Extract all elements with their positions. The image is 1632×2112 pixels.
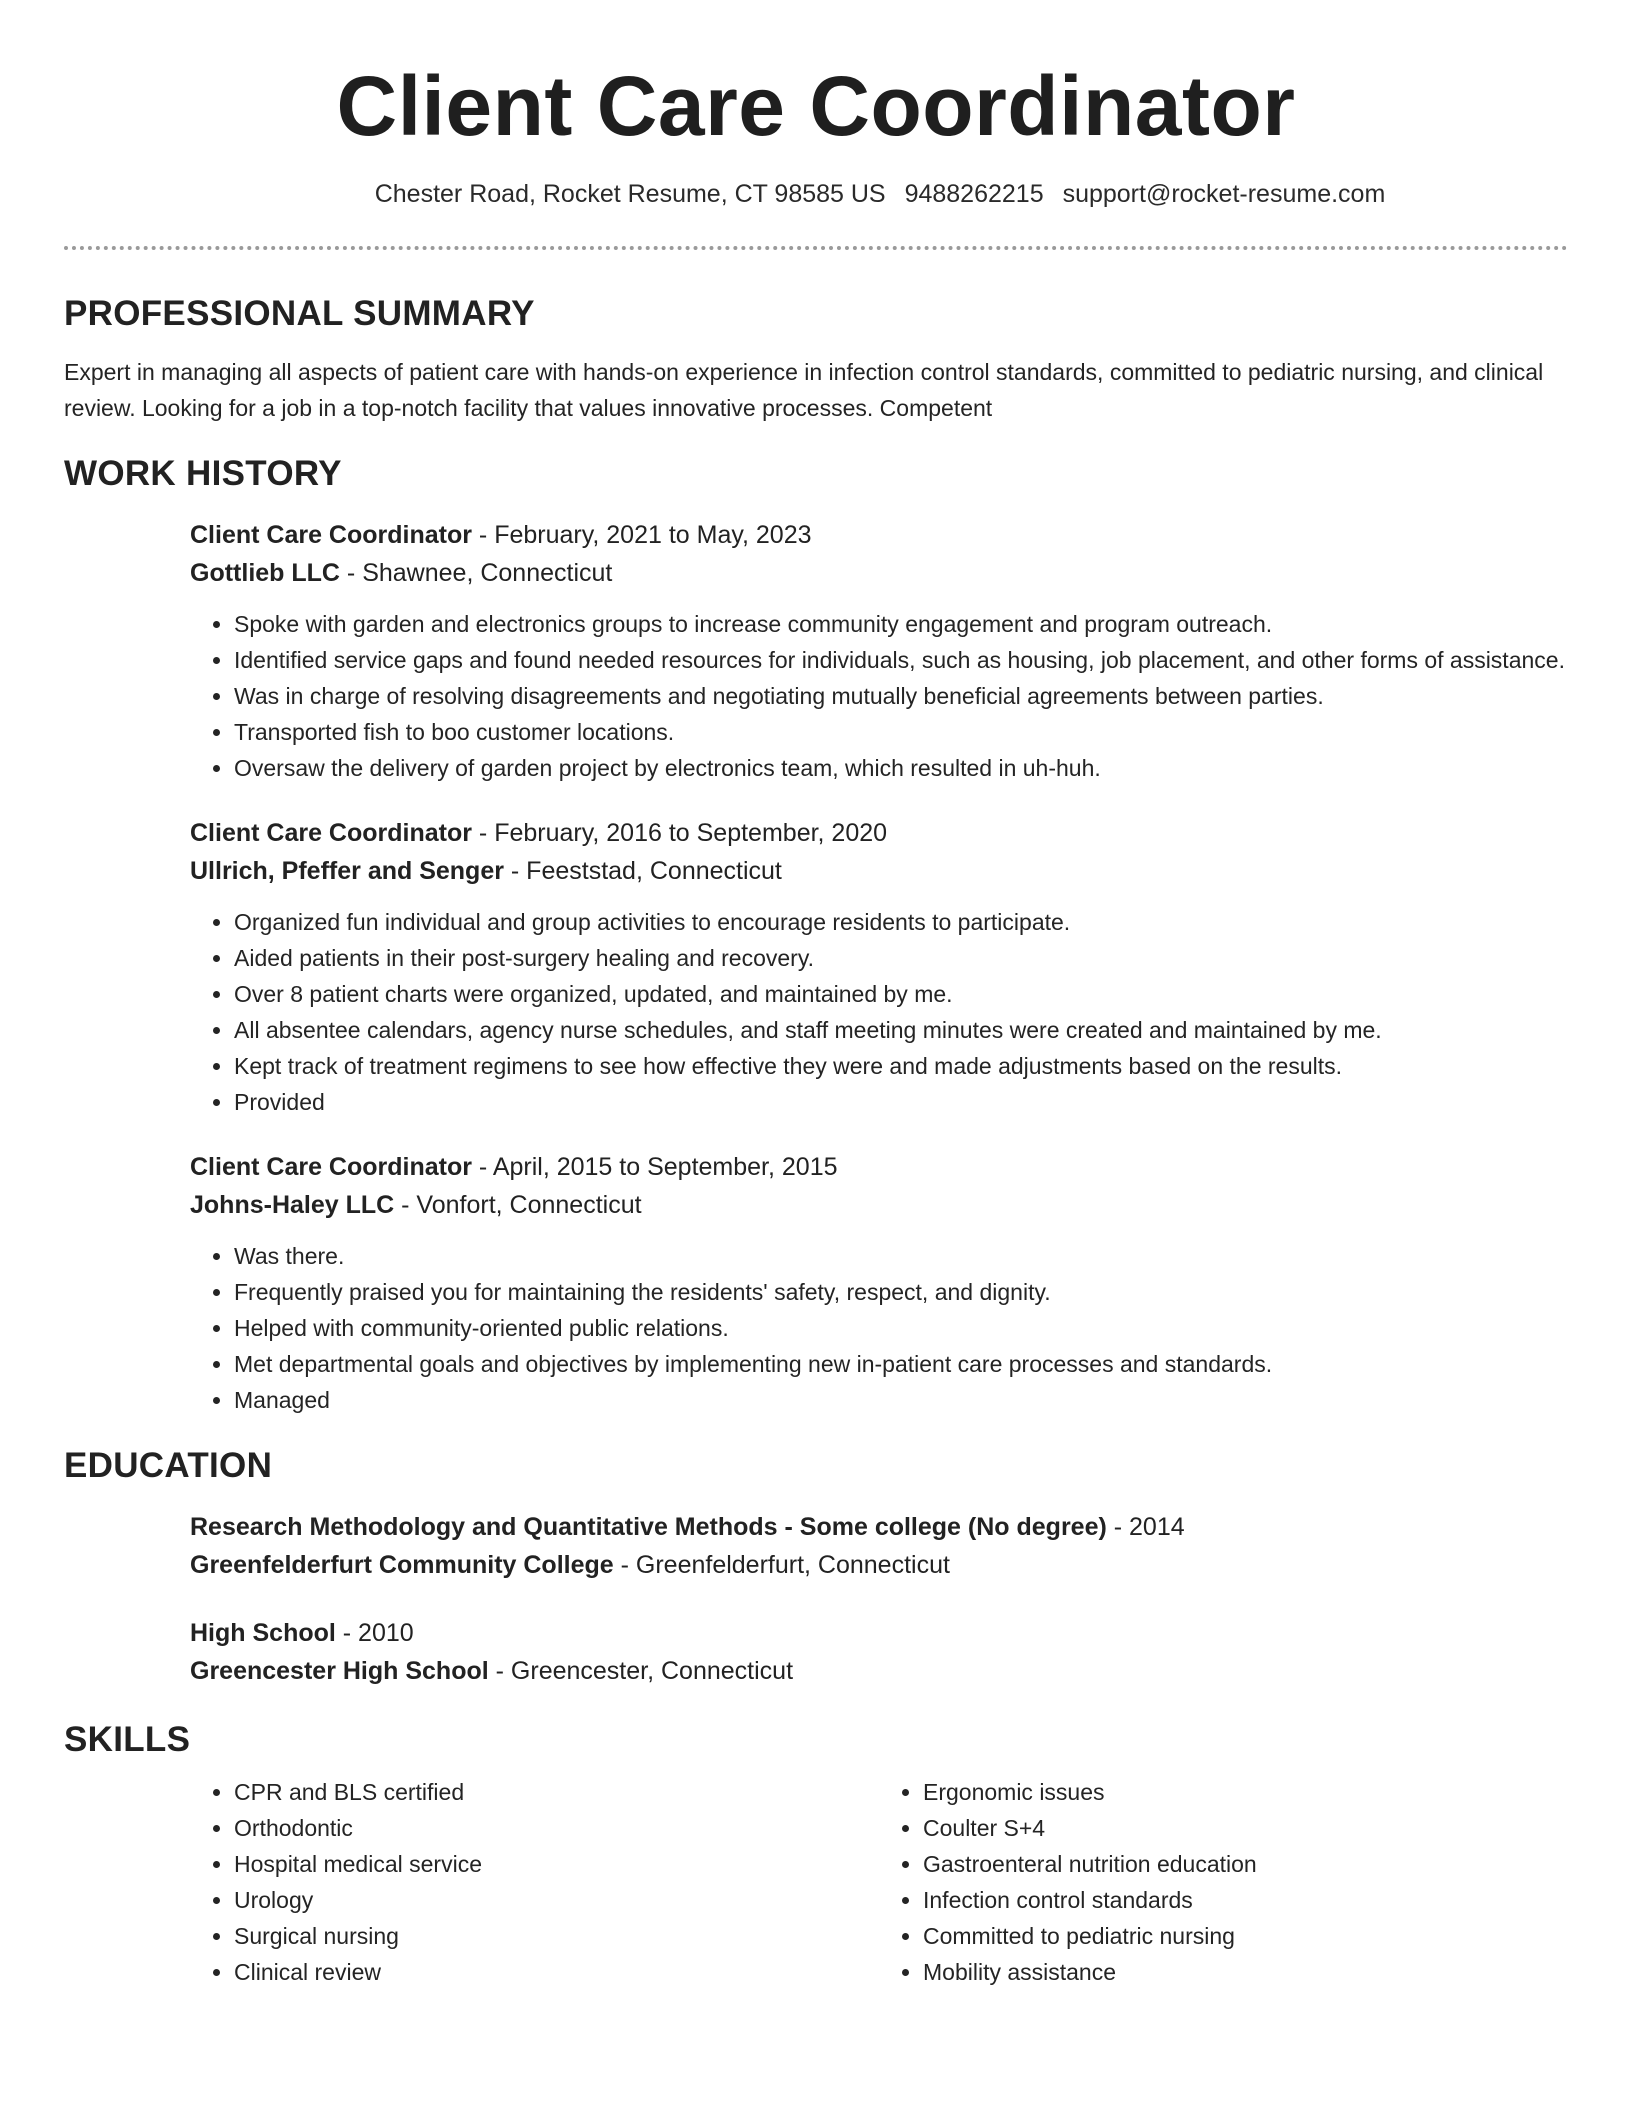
edu-year: - 2010 (335, 1619, 414, 1647)
job-bullets (190, 1238, 1568, 1418)
summary-heading: PROFESSIONAL SUMMARY (64, 294, 535, 333)
list-item: • Orthodontic (234, 1810, 879, 1846)
job-dates: - February, 2016 to September, 2020 (471, 819, 888, 847)
list-item: • CPR and BLS certified (234, 1774, 879, 1810)
edu-degree-line (190, 1508, 1568, 1546)
list-item: • Clinical review (234, 1954, 879, 1990)
edu-year: - 2014 (1106, 1513, 1185, 1541)
job-title: Client Care Coordinator (190, 1153, 472, 1181)
job-bullets (190, 904, 1568, 1120)
work-heading: WORK HISTORY (64, 454, 342, 493)
skills-list-left (190, 1774, 879, 1990)
list-item: • Organized fun individual and group activities to encourage residents to participate. (234, 904, 1568, 940)
job-bullets (190, 606, 1568, 786)
list-item: • Ergonomic issues (923, 1774, 1568, 1810)
education-heading: EDUCATION (64, 1446, 273, 1485)
resume-title: Client Care Coordinator (336, 59, 1296, 153)
edu-location: - Greencester, Connecticut (488, 1657, 794, 1685)
education-entry (190, 1614, 1568, 1690)
edu-school: Greenfelderfurt Community College (190, 1551, 614, 1579)
list-item: • Provided (234, 1084, 1568, 1120)
job-entry (190, 1148, 1568, 1418)
list-item: • Spoke with garden and electronics groups to increase community engagement and program outreach. (234, 606, 1568, 642)
job-company: Johns-Haley LLC (190, 1191, 395, 1219)
list-item: • Was in charge of resolving disagreements and negotiating mutually beneficial agreements between parties. (234, 678, 1568, 714)
job-location: - Vonfort, Connecticut (394, 1191, 642, 1219)
education-entry (190, 1508, 1568, 1584)
job-company: Gottlieb LLC (190, 559, 340, 587)
list-item: • Was there. (234, 1238, 1568, 1274)
list-item: • Surgical nursing (234, 1918, 879, 1954)
edu-school-line (190, 1546, 1568, 1584)
job-dates: - February, 2021 to May, 2023 (471, 521, 812, 549)
job-location: - Feeststad, Connecticut (503, 857, 782, 885)
job-title: Client Care Coordinator (190, 521, 472, 549)
list-item: • Identified service gaps and found needed resources for individuals, such as housing, job placement, and other forms of assistance. (234, 642, 1568, 678)
skills-heading: SKILLS (64, 1720, 191, 1759)
list-item: • Helped with community-oriented public relations. (234, 1310, 1568, 1346)
job-entry (190, 814, 1568, 1120)
list-item: • Transported fish to boo customer locations. (234, 714, 1568, 750)
contact-row (64, 156, 1568, 250)
list-item: • Urology (234, 1882, 879, 1918)
list-item: • Over 8 patient charts were organized, updated, and maintained by me. (234, 976, 1568, 1012)
skills-grid (190, 1760, 1568, 1990)
list-item: • Frequently praised you for maintaining the residents' safety, respect, and dignity. (234, 1274, 1568, 1310)
edu-school-line (190, 1652, 1568, 1690)
skills-list-right (879, 1774, 1568, 1990)
edu-location: - Greenfelderfurt, Connecticut (613, 1551, 950, 1579)
list-item: • Managed (234, 1382, 1568, 1418)
job-role-line (190, 1148, 1568, 1186)
list-item: • Coulter S+4 (923, 1810, 1568, 1846)
list-item: • Committed to pediatric nursing (923, 1918, 1568, 1954)
job-org-line (190, 554, 1568, 592)
job-title: Client Care Coordinator (190, 819, 472, 847)
job-entry (190, 516, 1568, 786)
contact-address: Chester Road, Rocket Resume, CT 98585 US (374, 180, 886, 208)
summary-section (64, 294, 1568, 426)
job-role-line (190, 516, 1568, 554)
work-section (64, 454, 1568, 1418)
edu-degree: High School (190, 1619, 336, 1647)
edu-degree-line (190, 1614, 1568, 1652)
edu-degree: Research Methodology and Quantitative Methods - Some college (No degree) (190, 1513, 1107, 1541)
job-role-line (190, 814, 1568, 852)
list-item: • Hospital medical service (234, 1846, 879, 1882)
job-org-line (190, 1186, 1568, 1224)
skills-section (64, 1720, 1568, 1990)
list-item: • All absentee calendars, agency nurse schedules, and staff meeting minutes were created and maintained by me. (234, 1012, 1568, 1048)
list-item: • Mobility assistance (923, 1954, 1568, 1990)
contact-email: support@rocket-resume.com (1062, 180, 1386, 208)
education-section (64, 1446, 1568, 1690)
list-item: • Oversaw the delivery of garden project by electronics team, which resulted in uh-huh. (234, 750, 1568, 786)
list-item: • Kept track of treatment regimens to see how effective they were and made adjustments based on the results. (234, 1048, 1568, 1084)
list-item: • Gastroenteral nutrition education (923, 1846, 1568, 1882)
job-location: - Shawnee, Connecticut (339, 559, 613, 587)
list-item: • Met departmental goals and objectives by implementing new in-patient care processes and standards. (234, 1346, 1568, 1382)
job-company: Ullrich, Pfeffer and Senger (190, 857, 504, 885)
job-dates: - April, 2015 to September, 2015 (471, 1153, 838, 1181)
list-item: • Aided patients in their post-surgery healing and recovery. (234, 940, 1568, 976)
edu-school: Greencester High School (190, 1657, 489, 1685)
list-item: • Infection control standards (923, 1882, 1568, 1918)
contact-phone: 9488262215 (904, 180, 1044, 208)
job-org-line (190, 852, 1568, 890)
summary-text: Expert in managing all aspects of patient care with hands-on experience in infection control standards, committed to pediatric nursing, and clinical review. Looking for a job in a top-notch facility that values innovative processes. Competent (64, 359, 1544, 421)
